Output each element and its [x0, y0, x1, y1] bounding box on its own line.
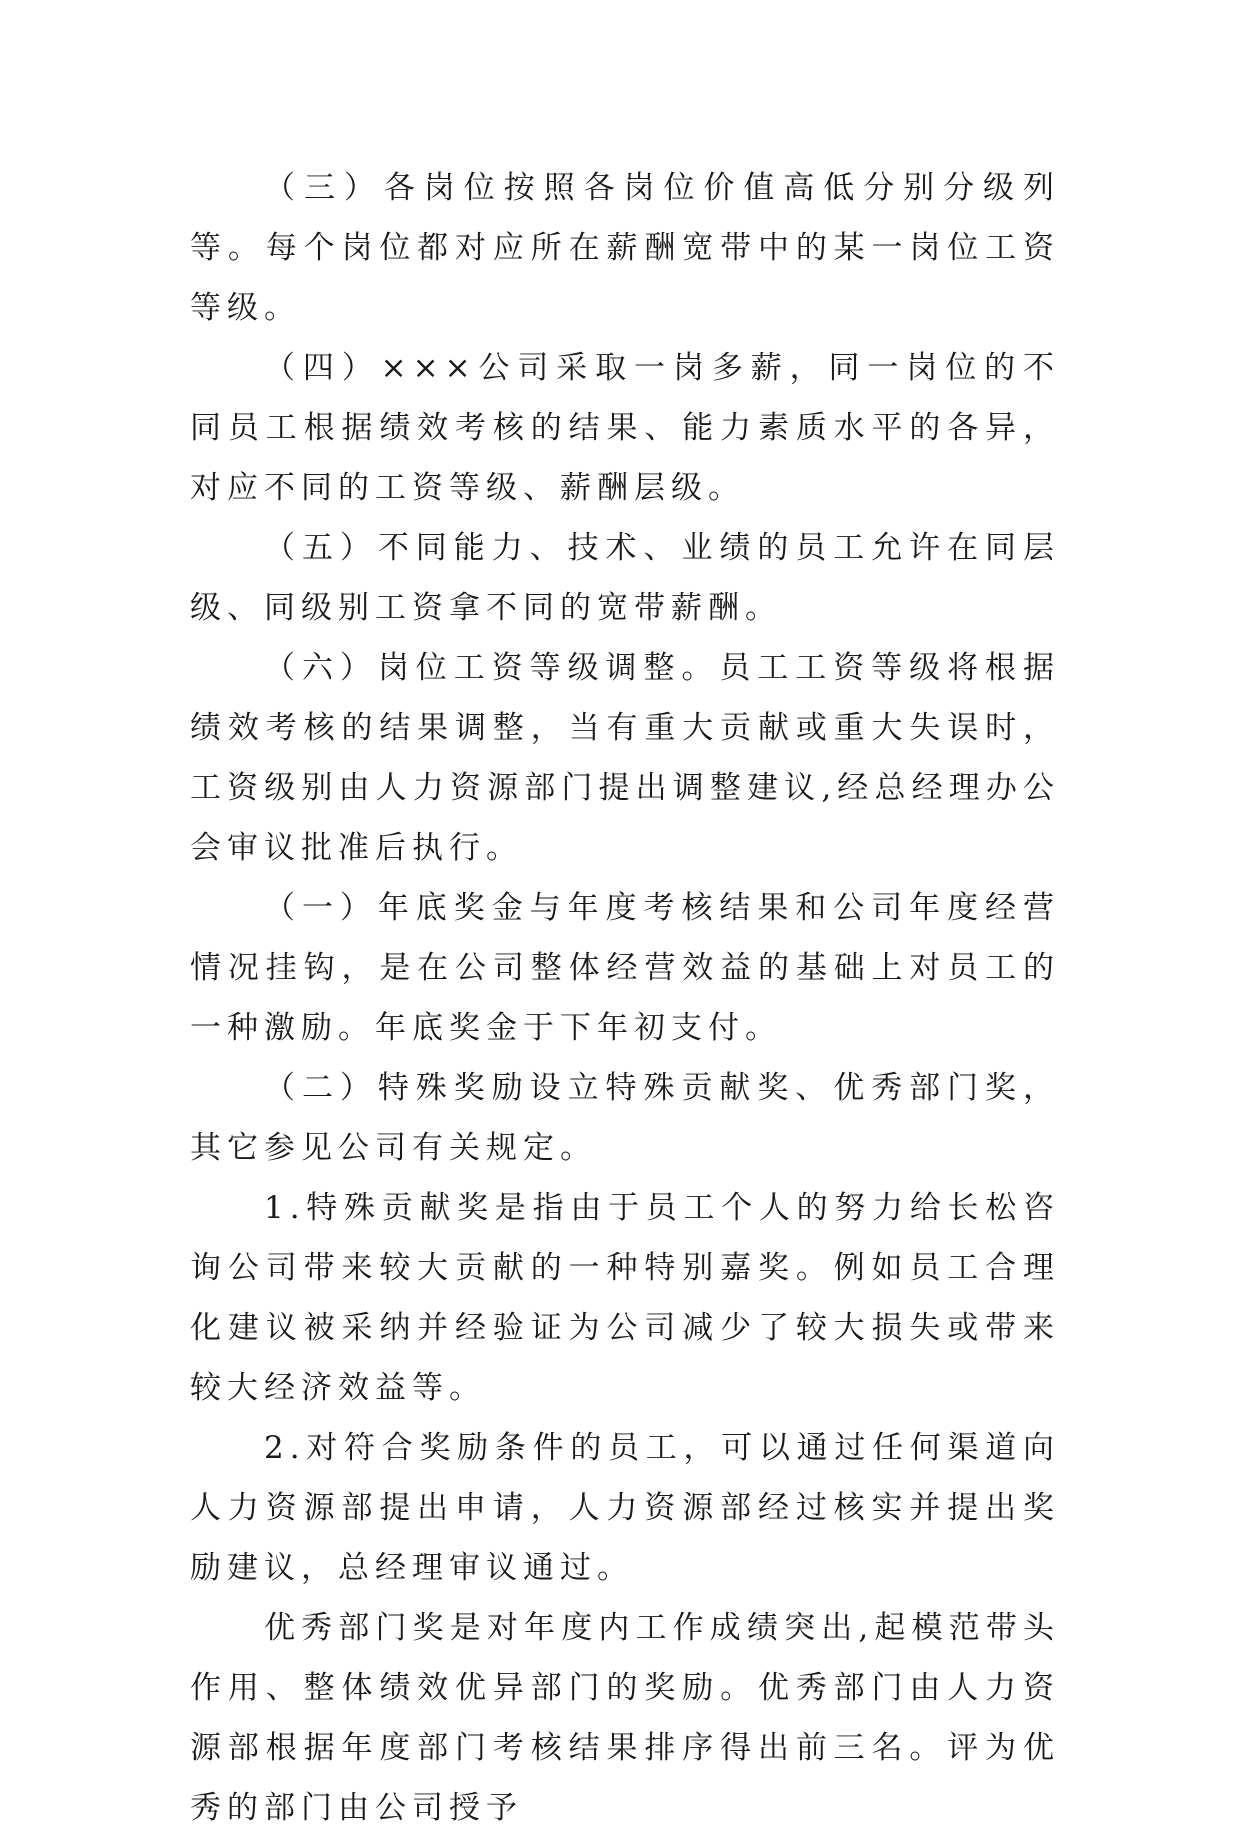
- paragraph-broadband-pay: （五）不同能力、技术、业绩的员工允许在同层级、同级别工资拿不同的宽带薪酬。: [190, 530, 1060, 626]
- paragraph-special-contribution-award: 1.特殊贡献奖是指由于员工个人的努力给长松咨询公司带来较大贡献的一种特别嘉奖。例如员工合理化建议被采纳并经验证为公司减少了较大损失或带来较大经济效益等。: [190, 1190, 1060, 1406]
- paragraph-award-application: 2.对符合奖励条件的员工，可以通过任何渠道向人力资源部提出申请，人力资源部经过核实并提出奖励建议，总经理审议通过。: [190, 1430, 1060, 1586]
- document-body: [190, 158, 1060, 1838]
- paragraph-salary-grade-levels: （三）各岗位按照各岗位价值高低分别分级列等。每个岗位都对应所在薪酬宽带中的某一岗位工资等级。: [190, 170, 1060, 326]
- paragraph-year-end-bonus: （一）年底奖金与年度考核结果和公司年度经营情况挂钩，是在公司整体经营效益的基础上对员工的一种激励。年底奖金于下年初支付。: [190, 890, 1060, 1046]
- paragraph-one-post-multi-pay: （四）×××公司采取一岗多薪，同一岗位的不同员工根据绩效考核的结果、能力素质水平的各异，对应不同的工资等级、薪酬层级。: [190, 350, 1060, 506]
- paragraph-special-awards: （二）特殊奖励设立特殊贡献奖、优秀部门奖，其它参见公司有关规定。: [190, 1070, 1060, 1166]
- paragraph-excellent-department-award: 优秀部门奖是对年度内工作成绩突出,起模范带头作用、整体绩效优异部门的奖励。优秀部门由人力资源部根据年度部门考核结果排序得出前三名。评为优秀的部门由公司授予: [190, 1610, 1060, 1826]
- paragraph-grade-adjustment: （六）岗位工资等级调整。员工工资等级将根据绩效考核的结果调整，当有重大贡献或重大失误时，工资级别由人力资源部门提出调整建议,经总经理办公会审议批准后执行。: [190, 650, 1060, 866]
